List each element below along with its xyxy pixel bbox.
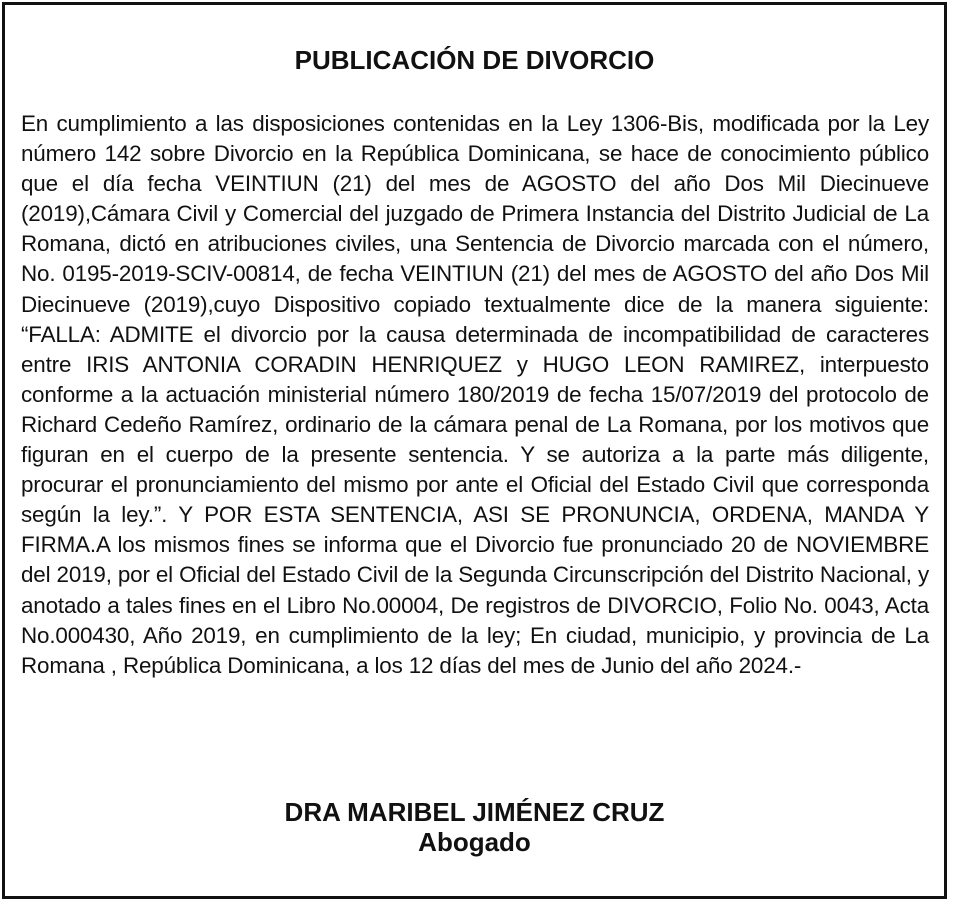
signature-block: [5, 797, 944, 857]
signer-name: DRA MARIBEL JIMÉNEZ CRUZ: [284, 797, 665, 827]
divorce-notice: [2, 2, 947, 899]
signer-title: Abogado: [418, 827, 531, 857]
notice-body: En cumplimiento a las disposiciones contenidas en la Ley 1306-Bis, modificada por la Ley número 142 sobre Divorcio en la República Dominicana, se hace de conocimiento público que el día fecha VEINTIUN (21) del mes de AGOSTO del año Dos Mil Diecinueve (2019),Cámara Civil y Comercial del juzgado de Primera Instancia del Distrito Judicial de La Romana, dictó en atribuciones civiles, una Sentencia de Divorcio marcada con el número, No. 0195-2019-SCIV-00814, de fecha VEINTIUN (21) del mes de AGOSTO del año Dos Mil Diecinueve (2019),cuyo Dispositivo copiado textualmente dice de la manera siguiente: “FALLA: ADMITE el divorcio por la causa determinada de incompatibilidad de caracteres entre IRIS ANTONIA CORADIN HENRIQUEZ y HUGO LEON RAMIREZ, interpuesto conforme a la actuación ministerial número 180/2019 de fecha 15/07/2019 del protocolo de Richard Cedeño Ramírez, ordinario de la cámara penal de La Romana, por los motivos que figuran en el cuerpo de la presente sentencia. Y se autoriza a la parte más diligente, procurar el pronunciamiento del mismo por ante el Oficial del Estado Civil que corresponda según la ley.”. Y POR ESTA SENTENCIA, ASI SE PRONUNCIA, ORDENA, MANDA Y FIRMA.A los mismos fines se informa que el Divorcio fue pronunciado 20 de NOVIEMBRE del 2019, por el Oficial del Estado Civil de la Segunda Circunscripción del Distrito Nacional, y anotado a tales fines en el Libro No.00004, De registros de DIVORCIO, Folio No. 0043, Acta No.000430, Año 2019, en cumplimiento de la ley; En ciudad, municipio, y provincia de La Romana , República Dominicana, a los 12 días del mes de Junio del año 2024.-: [21, 111, 929, 678]
notice-title: PUBLICACIÓN DE DIVORCIO: [294, 45, 655, 75]
